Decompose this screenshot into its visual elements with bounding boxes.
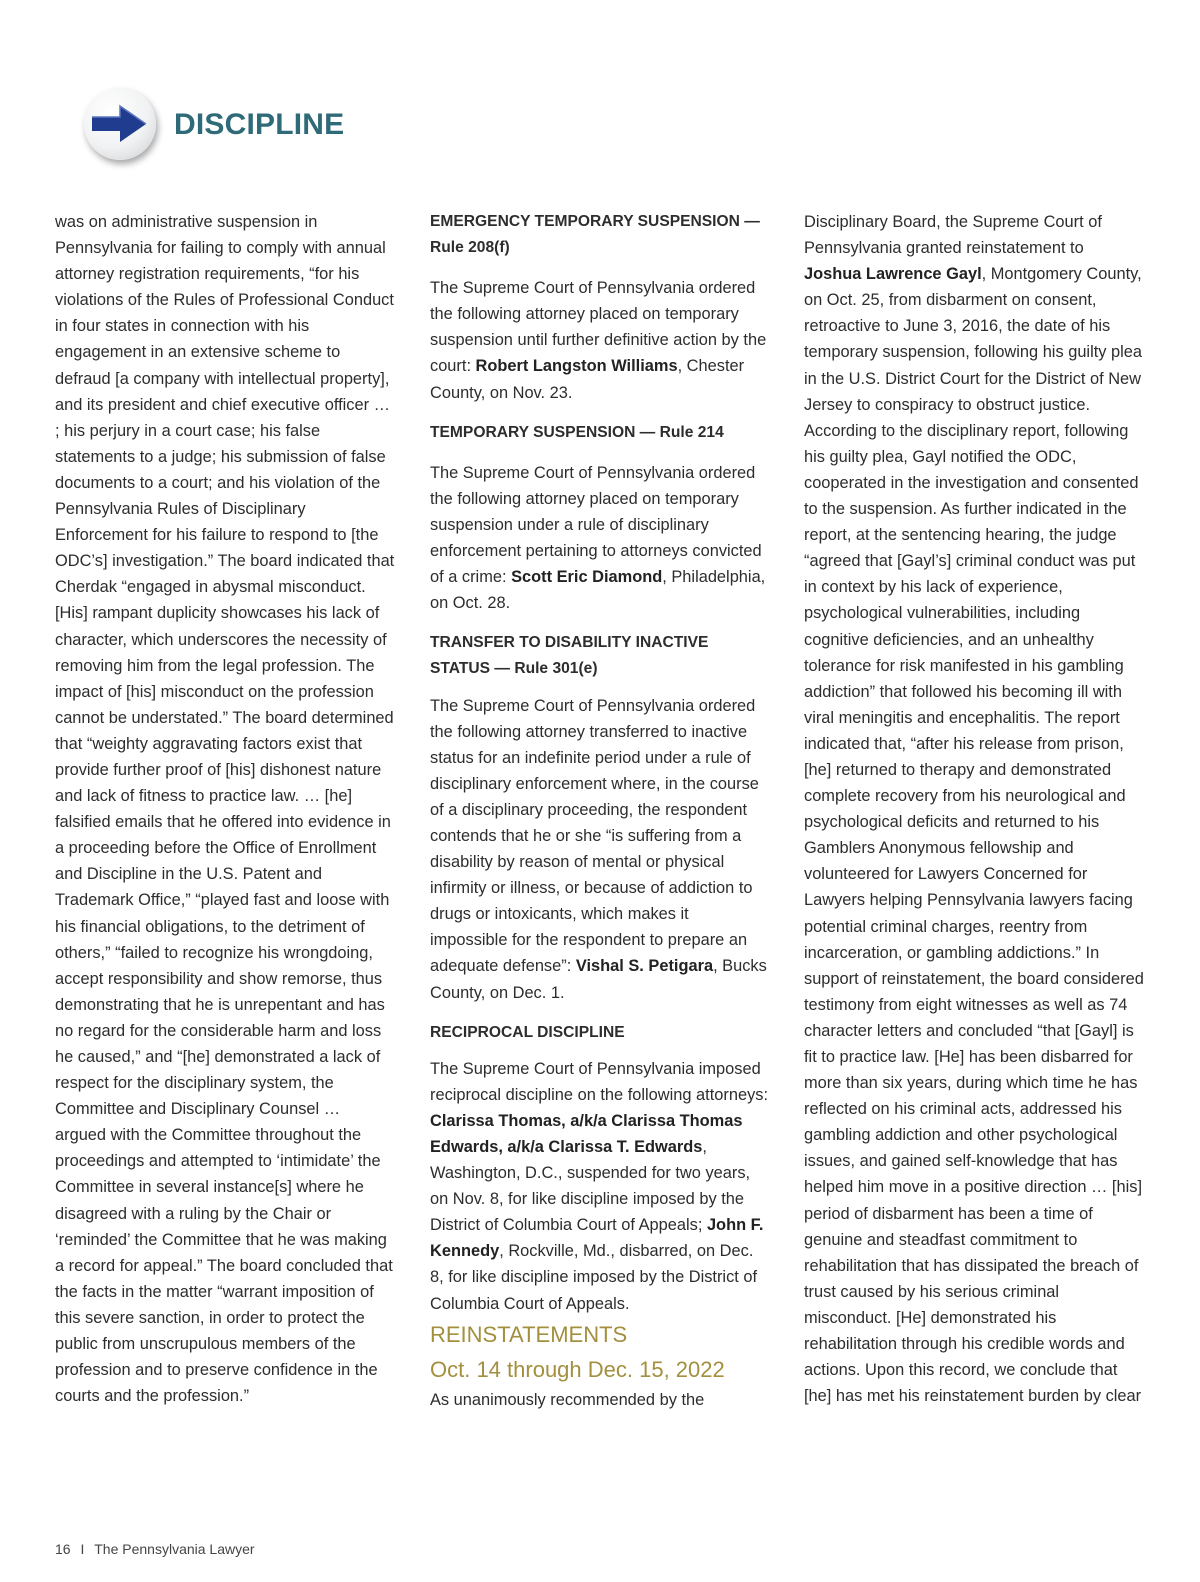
section-title: DISCIPLINE — [174, 108, 345, 141]
page-number: 16 — [55, 1541, 71, 1557]
reciprocal-paragraph: The Supreme Court of Pennsylvania imposed reciprocal discipline on the following attorneys: Clarissa Thomas, a/k/a Clarissa Thomas Edwards, a/k/a Clarissa T. Edwards, Washington, D.C., suspended for two years, on Nov. 8, for like discipline imposed by the District of Columbia Court of Appeals; John F. Kennedy, Rockville, Md., disbarred, on Dec. 8, for like discipline imposed by the District of Columbia Court of Appeals. — [430, 1059, 769, 1313]
cherdak-paragraph: was on administrative suspension in Pennsylvania for failing to comply with annual attorney registration requirements, “for his violations of the Rules of Professional Conduct in four states in connection with his engagement in an extensive scheme to defraud [a company with intellectual property], and its president and chief executive officer … ; his perjury in a court case; his false statements to a judge; his submission of false documents to a court; and his violation of the Pennsylvania Rules of Disciplinary Enforcement for his failure to respond to [the ODC’s] investigation.” The board indicated that Cherdak “engaged in abysmal misconduct. [His] rampant duplicity showcases his lack of character, which underscores the necessity of removing him from the legal profession. The impact of [his] misconduct on the profession cannot be understated.” The board determined that “weighty aggravating factors exist that provide further proof of [his] dishonest nature and lack of fitness to practice law. … [he] falsified emails that he offered into evidence in a proceeding before the Office of Enrollment and Discipline in the U.S. Patent and Trademark Office,” “played fast and loose with his financial obligations, to the detriment of others,” “failed to recognize his wrongdoing, accept responsibility and show remorse, thus demonstrating that he is unrepentant and has no regard for the considerable harm and loss he caused,” and “[he] demonstrated a lack of respect for the disciplinary system, the Committee and Disciplinary Counsel … argued with the Committee throughout the proceedings and attempted to ‘intimidate’ the Committee in several instance[s] where he disagreed with a ruling by the Chair or ‘reminded’ the Committee that he was making a record for appeal.” The board concluded that the facts in the matter “warrant imposition of this severe sanction, in order to protect the public from unscrupulous members of the profession and to preserve confidence in the courts and the profession.” — [55, 213, 395, 1406]
column-3 — [804, 209, 1144, 1409]
right-arrow-icon — [90, 102, 150, 146]
gayl-paragraph: Disciplinary Board, the Supreme Court of Pennsylvania granted reinstatement to Joshua Lawrence Gayl, Montgomery County, on Oct. 25, from disbarment on consent, retroactive to June 3, 2016, the date of his temporary suspension, following his guilty plea in the U.S. District Court for the District of New Jersey to conspiracy to obstruct justice. According to the disciplinary report, following his guilty plea, Gayl notified the ODC, cooperated in the investigation and consented to the suspension. As further indicated in the report, at the sentencing hearing, the judge “agreed that [Gayl’s] criminal conduct was put in context by his lack of experience, psychological vulnerabilities, including cognitive deficiencies, and an unhealthy tolerance for risk manifested in his gambling addiction” that followed his becoming ill with viral meningitis and encephalitis. The report indicated that, “after his release from prison, [he] returned to therapy and demonstrated complete recovery from his neurological and psychological deficits and returned to his Gamblers Anonymous fellowship and volunteered for Lawyers Concerned for Lawyers helping Pennsylvania lawyers facing potential criminal charges, reentry from incarceration, or gambling addictions.” In support of reinstatement, the board considered testimony from eight witnesses as well as 74 character letters and concluded “that [Gayl] is fit to practice law. [He] has been disbarred for more than six years, during which time he has reflected on his criminal acts, addressed his gambling addiction and other psychological issues, and gained self-knowledge that has helped him move in a positive direction … [his] period of disbarment has been a time of genuine and steadfast commitment to rehabilitation that has dissipated the breach of trust caused by his serious criminal misconduct. [He] demonstrated his rehabilitation through his credible words and actions. Upon this record, we conclude that [he] has met his reinstatement burden by clear — [804, 213, 1144, 1406]
attorney-name: Scott Eric Diamond — [511, 568, 663, 587]
section-logo — [84, 88, 156, 160]
footer-separator: I — [80, 1541, 85, 1557]
attorney-name: Clarissa Thomas, a/k/a Clarissa Thomas Edwards, a/k/a Clarissa T. Edwards — [430, 1111, 743, 1156]
reinstatements-intro: As unanimously recommended by the — [430, 1390, 705, 1409]
heading-emergency-suspension: EMERGENCY TEMPORARY SUSPENSION — Rule 208(f) — [430, 213, 760, 257]
temporary-paragraph: The Supreme Court of Pennsylvania ordered the following attorney placed on temporary suspension under a rule of disciplinary enforcement pertaining to attorneys convicted of a crime: Scott Eric Diamond, Philadelphia, on Oct. 28. — [430, 463, 766, 613]
transfer-paragraph: The Supreme Court of Pennsylvania ordered the following attorney transferred to inactive status for an indefinite period under a rule of disciplinary enforcement where, in the course of a disciplinary proceeding, the respondent contends that he or she “is suffering from a disability by reason of mental or physical infirmity or illness, or because of addiction to drugs or intoxicants, which makes it impossible for the respondent to prepare an adequate defense”: Vishal S. Petigara, Bucks County, on Dec. 1. — [430, 696, 767, 1002]
heading-reciprocal-discipline: RECIPROCAL DISCIPLINE — [430, 1023, 625, 1041]
heading-temporary-suspension: TEMPORARY SUSPENSION — Rule 214 — [430, 423, 724, 441]
reinstatements-heading: REINSTATEMENTS — [430, 1321, 628, 1347]
publication-name: The Pennsylvania Lawyer — [94, 1541, 255, 1557]
attorney-name: Robert Langston Williams — [475, 357, 678, 376]
attorney-name: Joshua Lawrence Gayl — [804, 265, 982, 284]
page-footer — [55, 1541, 255, 1557]
attorney-name: John F. Kennedy — [430, 1216, 764, 1261]
attorney-name: Vishal S. Petigara — [575, 957, 714, 976]
column-1 — [55, 209, 395, 1409]
emergency-paragraph: The Supreme Court of Pennsylvania ordered the following attorney placed on temporary suspension until further definitive action by the court: Robert Langston Williams, Chester County, on Nov. 23. — [430, 279, 767, 402]
column-2 — [430, 209, 770, 1413]
reinstatements-date-range: Oct. 14 through Dec. 15, 2022 — [430, 1356, 725, 1382]
heading-disability-transfer: TRANSFER TO DISABILITY INACTIVE STATUS — Rule 301(e) — [430, 634, 709, 678]
